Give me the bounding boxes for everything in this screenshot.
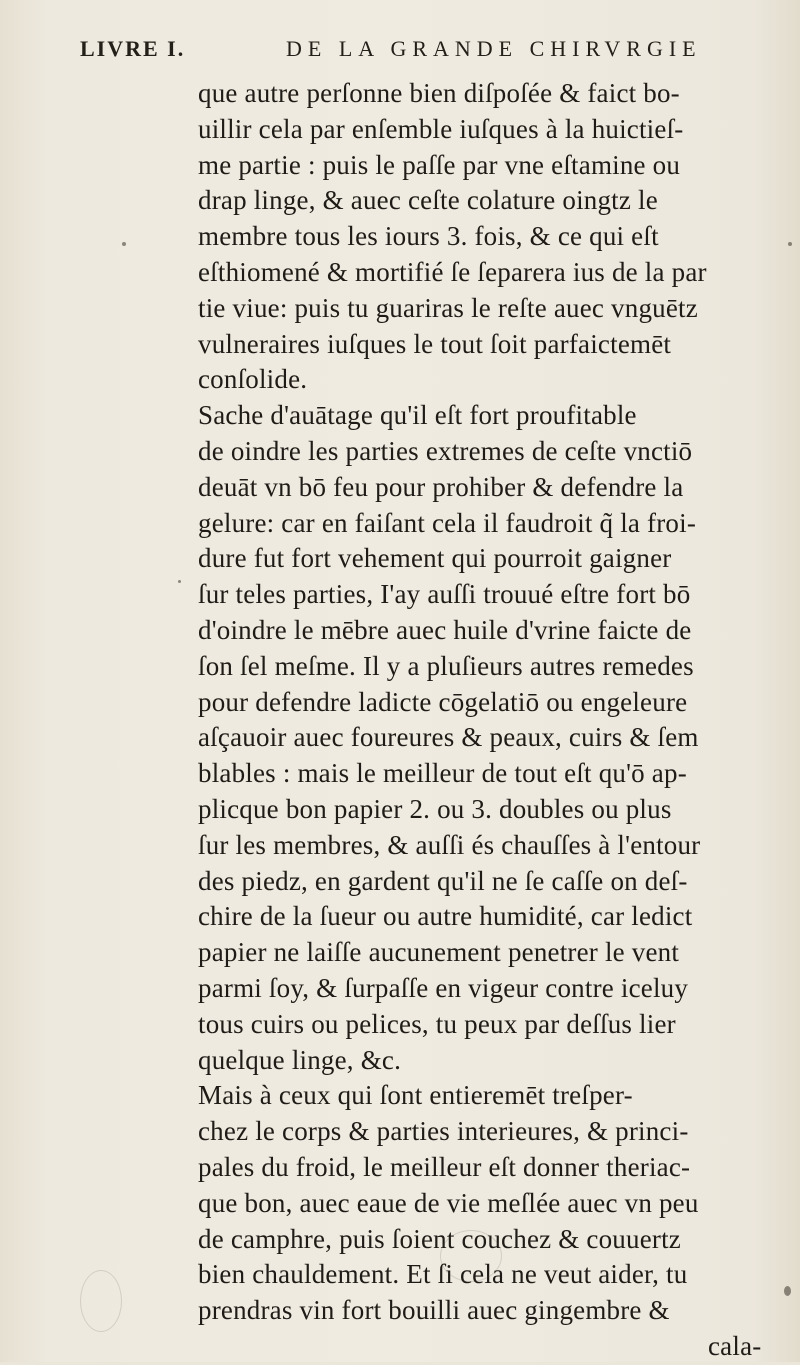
catchword-line: cala- <box>708 1330 762 1361</box>
text-line: prendras vin fort bouilli auec gingembre & <box>198 1295 670 1326</box>
text-line: pales du froid, le meilleur eſt donner theriac- <box>198 1151 691 1182</box>
text-line: que autre perſonne bien diſpoſée & faict bo- <box>198 78 680 108</box>
text-line: ſur teles parties, I'ay auſſi trouué eſtre fort bō <box>198 579 691 610</box>
text-line: d'oindre le mēbre auec huile d'vrine faicte de <box>198 614 692 645</box>
running-head-title: DE LA GRANDE CHIRVRGIE <box>286 36 702 61</box>
text-line: parmi ſoy, & ſurpaſſe en vigeur contre iceluy <box>198 972 689 1003</box>
text-line: que bon, auec eaue de vie meſlée auec vn peu <box>198 1187 699 1218</box>
text-line: conſolide. <box>198 364 308 395</box>
text-line: plicque bon papier 2. ou 3. doubles ou plus <box>198 793 672 824</box>
text-line: chez le corps & parties interieures, & princi- <box>198 1116 689 1147</box>
text-line: gelure: car en faiſant cela il faudroit q̃ la froi- <box>198 507 697 538</box>
text-line: me partie : puis le paſſe par vne eſtamine ou <box>198 149 681 180</box>
text-line: bien chauldement. Et ſi cela ne veut aider, tu <box>198 1259 688 1290</box>
text-line: vulneraires iuſques le tout ſoit parfaictemēt <box>198 328 672 359</box>
paragraph-start-line: Mais à ceux qui ſont entieremēt treſper- <box>198 1080 633 1111</box>
text-line: des piedz, en gardent qu'il ne ſe caſſe on deſ- <box>198 865 688 896</box>
ink-speck <box>122 242 126 246</box>
text-line: tous cuirs ou pelices, tu peux par deſſus lier <box>198 1008 676 1039</box>
text-line: pour defendre ladicte cōgelatiō ou engeleure <box>198 686 688 717</box>
text-line: dure fut fort vehement qui pourroit gaigner <box>198 543 672 574</box>
text-line: de oindre les parties extremes de ceſte vnctiō <box>198 435 693 466</box>
text-line: tie viue: puis tu guariras le reſte auec vnguētz <box>198 292 698 323</box>
text-line: uillir cela par enſemble iuſques à la huictieſ- <box>198 113 684 144</box>
text-line: drap linge, & auec ceſte colature oingtz le <box>198 185 658 216</box>
ink-speck <box>178 580 181 583</box>
text-line: papier ne laiſſe aucunement penetrer le vent <box>198 937 680 968</box>
ink-speck <box>788 242 792 246</box>
text-line: quelque linge, &c. <box>198 1044 402 1075</box>
text-line: aſçauoir auec foureures & peaux, cuirs & ſem <box>198 722 699 753</box>
text-line: ſur les membres, & auſſi és chauſſes à l'entour <box>198 829 701 860</box>
body-text <box>198 76 788 1365</box>
text-line: deuāt vn bō feu pour prohiber & defendre la <box>198 471 684 502</box>
paragraph-start-line: Sache d'auātage qu'il eſt fort proufitable <box>198 400 637 431</box>
running-head-book-number: LIVRE I. <box>80 36 186 61</box>
text-line: membre tous les iours 3. fois, & ce qui eſt <box>198 221 659 252</box>
text-line: chire de la ſueur ou autre humidité, car ledict <box>198 901 693 932</box>
text-line: de camphre, puis ſoient couchez & couuertz <box>198 1223 681 1254</box>
running-head <box>80 36 776 72</box>
text-line: ſon ſel meſme. Il y a pluſieurs autres remedes <box>198 650 694 681</box>
text-line: blables : mais le meilleur de tout eſt qu'ō ap- <box>198 758 687 789</box>
show-through-mark <box>80 1270 122 1332</box>
text-line: eſthiomené & mortifié ſe ſeparera ius de la par <box>198 256 707 287</box>
ink-speck <box>784 1286 791 1296</box>
show-through-mark <box>440 1230 502 1282</box>
